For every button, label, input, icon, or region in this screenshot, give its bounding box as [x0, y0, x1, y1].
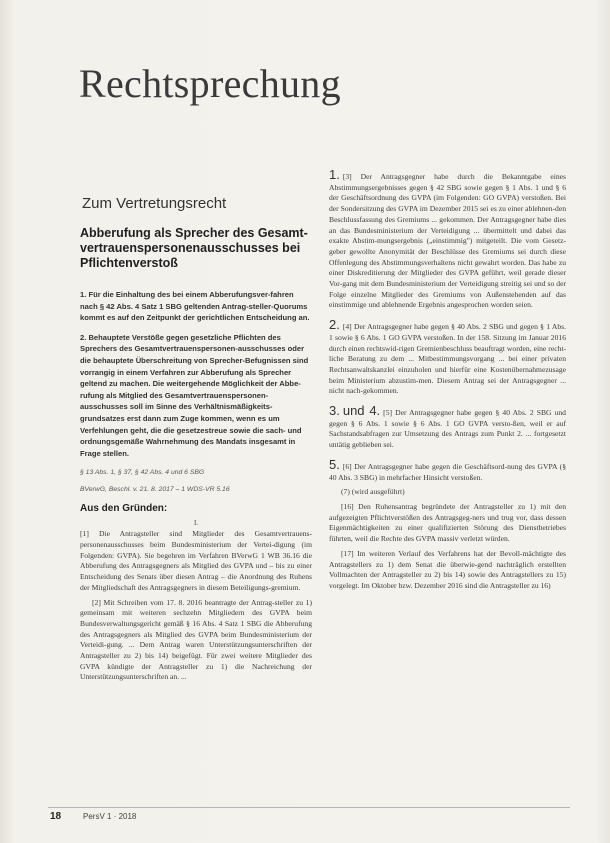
- point-2: [329, 317, 566, 397]
- paragraph-1: [1] Die Antragsteller sind Mitglieder des Gesamtvertrauens-personenausschusses beim Bundesministerium der Vertei-digung (im Folgenden: GVPA). Sie begehren im Verfahren BVerwG 1 WB 36.16 die Abberufung des Antragsgegners als Mitglied des GVPA und – bis zu einer Entscheidung des Senats über diesen Antrag – die Anordnung des Ruhens der Mitgliedschaft des Antragsgegners in diesem Beteiligungs-gremium.: [80, 529, 312, 592]
- point-5: [329, 456, 566, 483]
- point-3: [329, 403, 566, 451]
- article-title: Abberufung als Sprecher des Gesamt-vertrauenspersonenausschusses bei Pflichtenverstoß: [80, 226, 308, 270]
- point-number: 5.: [329, 456, 340, 472]
- decision-reference: BVerwG, Beschl. v. 21. 8. 2017 – 1 WDS-VR 5.16: [80, 486, 230, 494]
- left-column: [80, 195, 312, 687]
- point-2-text: [4] Der Antragsgegner habe gegen § 40 Abs. 2 SBG und gegen § 1 Abs. 1 sowie § 6 Abs. 1 GO GVPA verstoßen. In der 158. Sitzung im Januar 2016 durch einen rechtswid-rigen Gremienbeschluss beauftragt worden, eine recht-liche Beratung zu dem ... Mitbestimmungsvorgang ... bei einer privaten Rechtsanwaltskanzlei einzuholen und hierfür eine Kostenübernahmezusage beim Ministerium abzustim-men. Diesem Antrag sei der Antragsgegner ... nicht nach-gekommen.: [329, 322, 566, 396]
- point-number: 3.: [329, 403, 340, 419]
- point-1-text: [3] Der Antragsgegner habe durch die Bekanntgabe eines Abstimmungsergebnisses gegen § 42 SBG sowie gegen § 1 Abs. 1 und § 6 der Geschäftsordnung des GVPA (im Folgenden: GO GVPA) verstoßen. Bei der Sondersitzung des GVPA im Dezember 2015 sei es zu einer ablehnen-den Beschlussfassung des Gremiums ... gekommen. Der Antragsgegner habe dies an das Bundesministerium der Verteidigung ... übermittelt und dabei das exakte Abstim-mungsergebnis („einstimmig") mitgeteilt. Die vom Gesetz-geber gewollte Anonymität der Beschlüsse des Gremiums sei durch diese Offenlegung des Abstimmungsverhaltens nicht gewahrt worden. Das habe zu einer Diskreditierung der Mitglieder des GVPA geführt, weil gerade dieser Vor-gang mit dem Bundesministerium der Verteidigung streitig sei und so der Folge einzelne Mitglieder des Gremiums von Außenstehenden auf das einstimmige und ablehnende Ergebnis angesprochen worden seien.: [329, 172, 566, 310]
- point-3-text: [5] Der Antragsgegner habe gegen § 40 Abs. 2 SBG und gegen § 6 Abs. 1 sowie § 6 Abs. 1 GO GVPA versto-ßen, weil er auf Sachstandsabfragen zur Umsetzung des Antrags zum Punkt 2. ... fortgesetzt untätig geblieben sei.: [329, 408, 566, 450]
- right-column: [329, 167, 566, 596]
- paragraph-omitted: (7) (wird ausgeführt): [341, 487, 405, 497]
- point-1: [329, 167, 566, 311]
- point-number: 1.: [329, 167, 340, 182]
- point-number: und 4.: [342, 403, 381, 419]
- paragraph-17: [17] Im weiteren Verlauf des Verfahrens hat der Bevoll-mächtigte des Antragstellers zu 1) dem Senat die überwie-gend nachträglich erstellten Vollmachten der Antragsteller zu 2) bis 14) sowie des Antragstellers zu 15) vorgelegt. Im Oktober bzw. Dezember 2016 sind die Antragsteller zu 16): [329, 548, 566, 590]
- headnote-2: 2. Behauptete Verstöße gegen gesetzliche Pflichten des Sprechers des Gesamtvertrauenspersonen-ausschusses oder die behauptete Überschreitung von Sprecher-Befugnissen sind vorrangig in einem Verfahren zur Abberufung als Sprecher geltend zu machen. Die weitergehende Möglichkeit der Abbe-rufung als Mitglied des Gesamtvertrauenspersonen-ausschusses soll im Sinne des Verhältnismäßigkeits-grundsatzes erst dann zum Zuge kommen, wenn es um Verfehlungen geht, die die gesetzestreue sowie die sach- und ordnungsgemäße Wahrnehmung des Mandats insgesamt in Frage stellen.: [80, 332, 309, 458]
- journal-issue: PersV 1 · 2018: [83, 812, 137, 821]
- section-title: Zum Vertretungsrecht: [82, 195, 227, 212]
- paragraph-16: [16] Den Ruhensantrag begründete der Antragsteller zu 1) mit den aufgezeigten Pflichtverstößen des Antragsgeg-ners und trug vor, dass dessen Eigenmächtigkeiten zu einer qualifizierten Störung des Dienstbetriebes führten, weil die Rechte des GVPA massiv verletzt würden.: [329, 501, 566, 544]
- point-number: 2.: [329, 317, 340, 333]
- footer-rule: [48, 807, 570, 808]
- section-numeral: I.: [193, 519, 199, 528]
- point-5-text: [6] Der Antragsgegner habe gegen die Geschäftsord-nung des GVPA (§ 40 Abs. 3 SBG) in mehrfacher Hinsicht verstoßen.: [329, 461, 566, 482]
- paragraph-2: [2] Mit Schreiben vom 17. 8. 2016 beantragte der Antrag-steller zu 1) gemeinsam mit weiteren sechzehn Mitgliedern des GVPA beim Bundesverwaltungsgericht gemäß § 16 Abs. 4 Satz 1 SBG die Abberufung des Antragsgegners als Mitglied des GVPA beim Bundesministerium der Verteidi-gung. ... Dem Antrag waren Unterstützungsunterschriften der Antragsteller zu 2) bis 14) beigefügt. Für zwei weitere Mitglieder des GVPA kündigte der Antragsteller zu 1) die Nachreichung der Unterstützungsunterschriften an. ...: [80, 597, 312, 682]
- reasons-heading: Aus den Gründen:: [80, 503, 168, 515]
- page-heading: Rechtsprechung: [79, 61, 341, 106]
- headnote-1: 1. Für die Einhaltung des bei einem Abberufungsver-fahren nach § 42 Abs. 4 Satz 1 SBG geltenden Antrag-steller-Quorums kommt es auf den Zeitpunkt der gerichtlichen Entscheidung an.: [80, 290, 310, 323]
- page-number: 18: [50, 811, 62, 822]
- statute-reference: § 13 Abs. 1, § 37, § 42 Abs. 4 und 6 SBG: [80, 469, 205, 477]
